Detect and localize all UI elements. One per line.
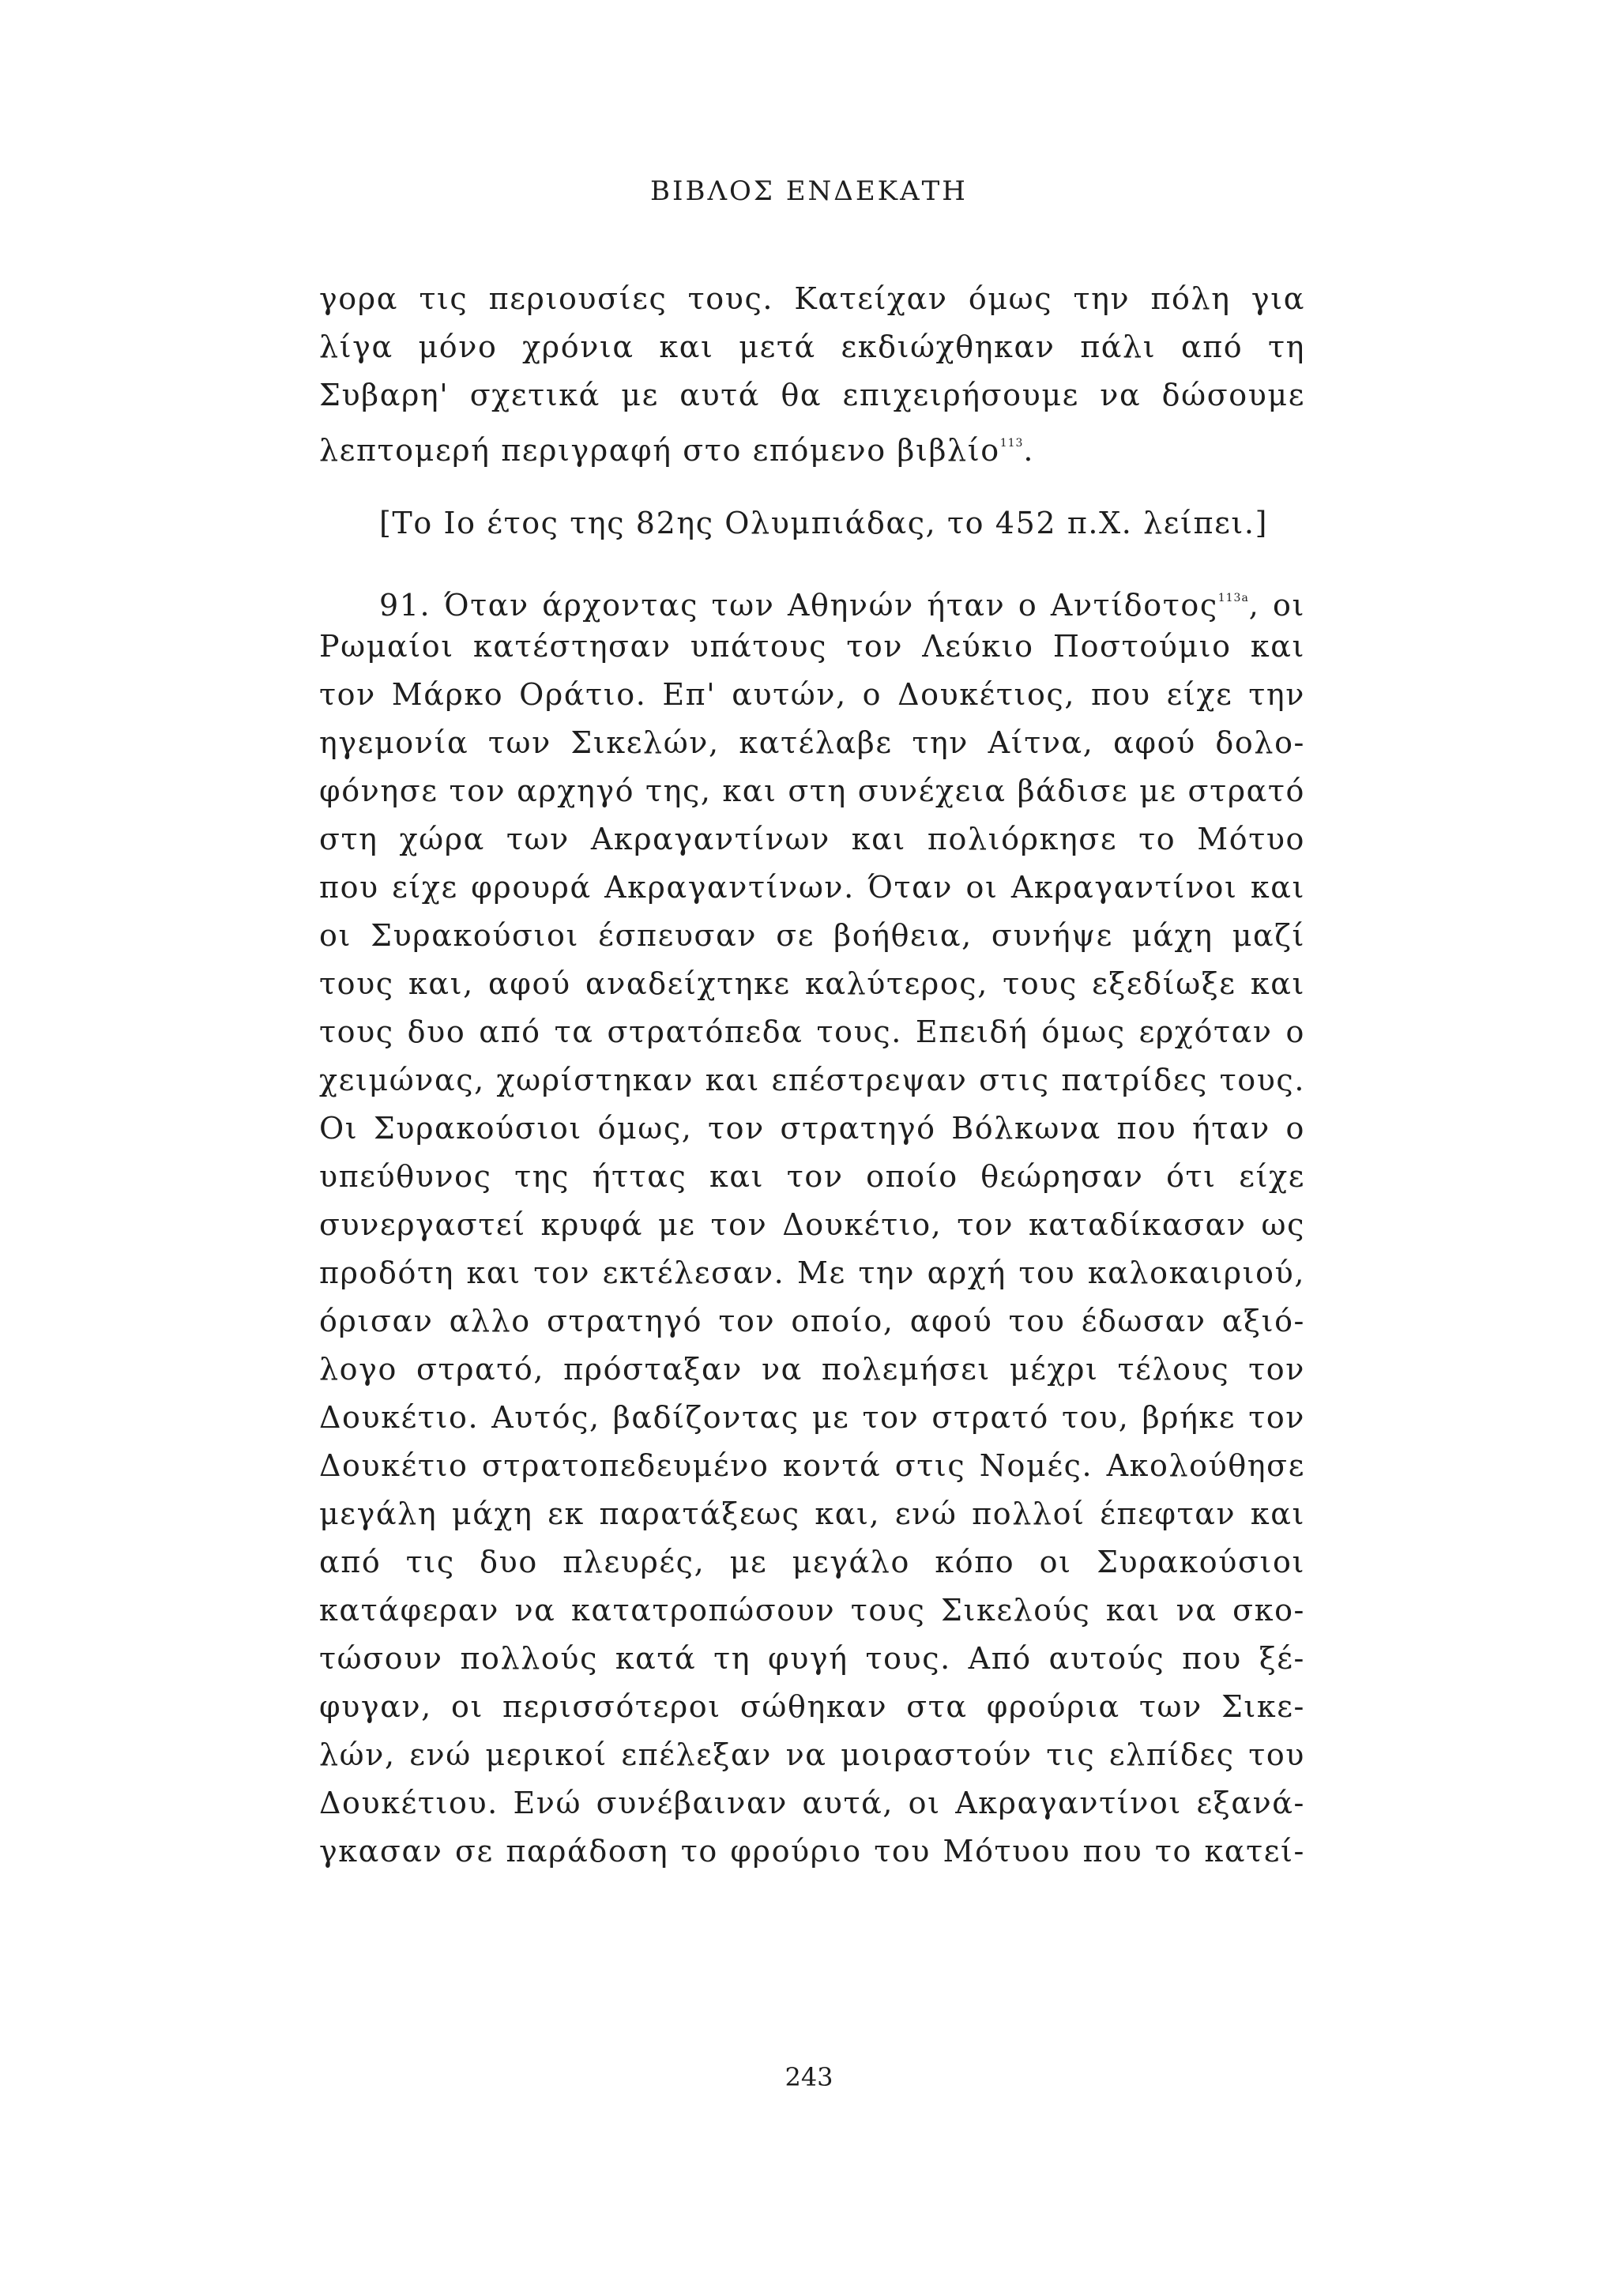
text-line: Δουκέτιο. Αυτός, βαδίζοντας με τον στρατό του, βρήκε τον [319, 1400, 1305, 1435]
text-line-start: λεπτομερή περιγραφή στο επόμενο βιβλίο [319, 433, 1000, 468]
text-line: τώσουν πολλούς κατά τη φυγή τους. Από αυτούς που ξέ- [319, 1641, 1305, 1676]
text-line [319, 574, 1305, 623]
text-line: φυγαν, οι περισσότεροι σώθηκαν στα φρούρια των Σικε- [319, 1689, 1305, 1724]
text-line: που είχε φρουρά Ακραγαντίνων. Όταν οι Ακραγαντίνοι και [319, 870, 1305, 905]
text-line-end: . [1023, 433, 1035, 468]
text-line: όρισαν αλλο στρατηγό τον οποίο, αφού του έδωσαν αξιό- [319, 1304, 1305, 1338]
text-line-end: , οι [1248, 588, 1305, 623]
text-line: λίγα μόνο χρόνια και μετά εκδιώχθηκαν πάλι από τη [319, 329, 1305, 364]
text-line: γκασαν σε παράδοση το φρούριο του Μότυου που το κατεί- [319, 1834, 1305, 1869]
text-line: κατάφεραν να κατατροπώσουν τους Σικελούς και να σκο- [319, 1593, 1305, 1628]
text-line: τους δυο από τα στρατόπεδα τους. Επειδή όμως ερχόταν ο [319, 1014, 1305, 1049]
text-line: προδότη και τον εκτέλεσαν. Με την αρχή του καλοκαιριού, [319, 1255, 1305, 1290]
text-line: Συβαρη' σχετικά με αυτά θα επιχειρήσουμε να δώσουμε [319, 378, 1305, 412]
lacuna-note [319, 499, 1305, 548]
text-line: συνεργαστεί κρυφά με τον Δουκέτιο, τον καταδίκασαν ως [319, 1207, 1305, 1242]
text-line: ηγεμονία των Σικελών, κατέλαβε την Αίτνα, αφού δολο- [319, 725, 1305, 760]
text-line: Δουκέτιου. Ενώ συνέβαιναν αυτά, οι Ακραγαντίνοι εξανά- [319, 1786, 1305, 1820]
running-title: ΒΙΒΛΟΣ ΕΝΔΕΚΑΤΗ [650, 175, 968, 207]
text-line: φόνησε τον αρχηγό της, και στη συνέχεια βάδισε με στρατό [319, 773, 1305, 808]
text-line: Δουκέτιο στρατοπεδευμένο κοντά στις Νομές. Ακολούθησε [319, 1448, 1305, 1483]
text-line: οι Συρακούσιοι έσπευσαν σε βοήθεια, συνήψε μάχη μαζί [319, 918, 1305, 953]
text-line: χειμώνας, χωρίστηκαν και επέστρεψαν στις πατρίδες τους. [319, 1063, 1305, 1097]
text-line: τους και, αφού αναδείχτηκε καλύτερος, τους εξεδίωξε και [319, 966, 1305, 1001]
footnote-marker: 113a [1217, 592, 1249, 604]
text-line: στη χώρα των Ακραγαντίνων και πολιόρκησε το Μότυο [319, 822, 1305, 856]
text-line-start: 91. Όταν άρχοντας των Αθηνών ήταν ο Αντίδοτος [379, 588, 1218, 623]
page-number: 243 [785, 2062, 833, 2092]
text-line: από τις δυο πλευρές, με μεγάλο κόπο οι Συρακούσιοι [319, 1545, 1305, 1579]
paragraph-91 [319, 574, 1305, 1876]
lacuna-text: [Το Ιο έτος της 82ης Ολυμπιάδας, το 452 π.Χ. λείπει.] [379, 506, 1269, 540]
text-line: λών, ενώ μερικοί επέλεξαν να μοιραστούν τις ελπίδες του [319, 1737, 1305, 1772]
text-line: Ρωμαίοι κατέστησαν υπάτους τον Λεύκιο Ποστούμιο και [319, 629, 1305, 664]
text-line [319, 420, 1305, 468]
text-line: υπεύθυνος της ήττας και τον οποίο θεώρησαν ότι είχε [319, 1159, 1305, 1194]
text-line: τον Μάρκο Οράτιο. Επ' αυτών, ο Δουκέτιος, που είχε την [319, 677, 1305, 712]
text-line: μεγάλη μάχη εκ παρατάξεως και, ενώ πολλοί έπεφταν και [319, 1496, 1305, 1531]
text-line: Οι Συρακούσιοι όμως, τον στρατηγό Βόλκωνα που ήταν ο [319, 1111, 1305, 1146]
footnote-marker: 113 [999, 437, 1024, 450]
text-line: γορα τις περιουσίες τους. Κατείχαν όμως την πόλη για [319, 281, 1305, 316]
text-line: λογο στρατό, πρόσταξαν να πολεμήσει μέχρι τέλους τον [319, 1352, 1305, 1387]
paragraph-continuation [319, 275, 1305, 468]
